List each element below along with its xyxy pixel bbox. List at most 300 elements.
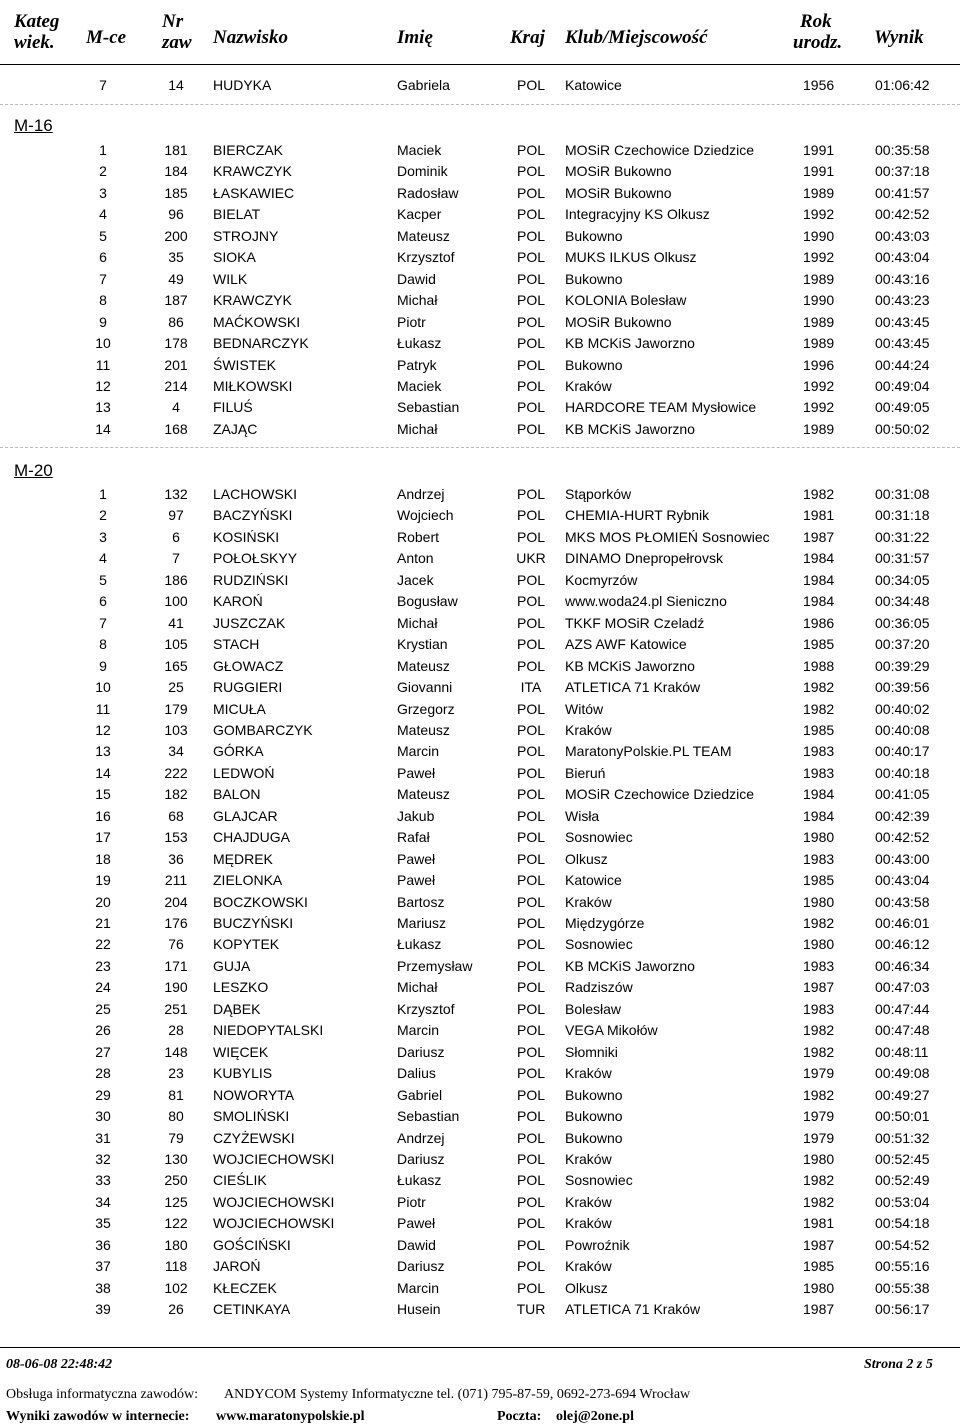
table-row [0,1256,960,1277]
cell-firstname: Michał [397,615,438,631]
cell-result: 00:47:48 [875,1022,930,1038]
cell-country: POL [516,421,545,437]
table-row [0,591,960,612]
cell-place: 4 [99,550,107,566]
cell-country: POL [516,1280,545,1296]
cell-result: 00:47:03 [875,979,930,995]
cell-bib: 80 [168,1108,184,1124]
cell-bib: 122 [164,1215,188,1231]
header-place: M-ce [86,27,127,48]
cell-club: KB MCKiS Jaworzno [565,421,695,437]
cell-birth-year: 1982 [803,679,835,695]
cell-country: POL [516,206,545,222]
cell-firstname: Bogusław [397,593,458,609]
cell-bib: 36 [168,851,184,867]
cell-surname: KAROŃ [213,593,263,609]
cell-result: 00:31:08 [875,486,930,502]
cell-club: Kraków [565,722,612,738]
cell-firstname: Gabriela [397,77,450,93]
cell-club: Witów [565,701,604,717]
cell-surname: MAĆKOWSKI [213,314,301,330]
cell-country: TUR [516,1301,546,1317]
cell-country: POL [516,765,545,781]
cell-place: 37 [95,1258,111,1274]
cell-country: POL [516,915,545,931]
cell-surname: KŁECZEK [213,1280,277,1296]
cell-country: POL [516,142,545,158]
cell-bib: 100 [164,593,188,609]
cell-place: 20 [95,894,111,910]
cell-firstname: Patryk [397,357,437,373]
cell-surname: NIEDOPYTALSKI [213,1022,324,1038]
header-category-line1: Kateg [14,11,60,32]
cell-club: Sosnowiec [565,829,633,845]
cell-surname: GOMBARCZYK [213,722,313,738]
header-bib-line1: Nr [162,11,184,32]
cell-place: 13 [95,399,111,415]
cell-bib: 184 [164,163,188,179]
cell-firstname: Rafał [397,829,430,845]
cell-result: 00:51:32 [875,1130,930,1146]
cell-result: 00:50:02 [875,421,930,437]
cell-bib: 250 [164,1172,188,1188]
cell-firstname: Paweł [397,1215,436,1231]
cell-place: 32 [95,1151,111,1167]
cell-bib: 180 [164,1237,188,1253]
cell-place: 2 [99,163,107,179]
cell-birth-year: 1983 [803,851,835,867]
cell-result: 00:44:24 [875,357,930,373]
cell-result: 00:54:52 [875,1237,930,1253]
cell-place: 14 [95,765,111,781]
cell-place: 33 [95,1172,111,1188]
cell-bib: 49 [168,271,184,287]
cell-bib: 214 [164,378,188,394]
cell-club: MOSiR Czechowice Dziedzice [565,786,755,802]
cell-firstname: Maciek [397,378,442,394]
cell-place: 11 [95,357,111,373]
table-row [0,1128,960,1149]
cell-place: 38 [95,1280,111,1296]
cell-surname: CIEŚLIK [213,1172,267,1188]
cell-surname: BOCZKOWSKI [213,894,308,910]
cell-surname: LEDWOŃ [213,765,275,781]
cell-firstname: Kacper [397,206,442,222]
cell-bib: 200 [164,228,188,244]
cell-firstname: Andrzej [397,486,445,502]
cell-bib: 181 [164,142,188,158]
table-row [0,934,960,955]
cell-country: POL [516,1237,545,1253]
cell-bib: 4 [172,399,180,415]
cell-surname: BEDNARCZYK [213,335,309,351]
cell-surname: GÓRKA [213,743,264,759]
section-divider [0,104,960,105]
cell-birth-year: 1989 [803,185,835,201]
cell-country: POL [516,936,545,952]
cell-club: Olkusz [565,851,608,867]
cell-country: POL [516,77,545,93]
mail-link[interactable]: olej@2one.pl [556,1409,634,1424]
cell-birth-year: 1980 [803,829,835,845]
table-row [0,699,960,720]
cell-result: 00:36:05 [875,615,930,631]
cell-birth-year: 1981 [803,507,835,523]
cell-club: Stąporków [565,486,632,502]
cell-place: 19 [95,872,111,888]
cell-firstname: Krystian [397,636,448,652]
cell-place: 7 [99,77,107,93]
header-club: Klub/Miejscowość [565,27,708,48]
cell-place: 3 [99,185,107,201]
cell-club: MOSiR Bukowno [565,185,672,201]
cell-club: MOSiR Czechowice Dziedzice [565,142,755,158]
cell-bib: 165 [164,658,188,674]
cell-firstname: Paweł [397,872,436,888]
cell-result: 00:42:39 [875,808,930,824]
cell-country: POL [516,1194,545,1210]
cell-club: HARDCORE TEAM Mysłowice [565,399,757,415]
table-row [0,312,960,333]
cell-bib: 182 [164,786,188,802]
cell-result: 00:37:20 [875,636,930,652]
cell-birth-year: 1980 [803,894,835,910]
cell-bib: 41 [168,615,184,631]
cell-surname: POŁOŁSKYY [213,550,298,566]
cell-surname: STROJNY [213,228,279,244]
table-row [0,677,960,698]
cell-birth-year: 1992 [803,206,835,222]
cell-place: 17 [95,829,111,845]
cell-bib: 14 [168,77,184,93]
cell-bib: 97 [168,507,184,523]
table-row [0,484,960,505]
cell-result: 00:55:16 [875,1258,930,1274]
cell-result: 00:43:23 [875,292,930,308]
cell-birth-year: 1986 [803,615,835,631]
cell-bib: 7 [172,550,180,566]
cell-surname: KRAWCZYK [213,163,292,179]
cell-firstname: Husein [397,1301,441,1317]
cell-surname: BIELAT [213,206,261,222]
cell-birth-year: 1979 [803,1065,835,1081]
table-row [0,870,960,891]
cell-club: Kraków [565,1065,612,1081]
cell-bib: 118 [164,1258,188,1274]
cell-birth-year: 1990 [803,228,835,244]
cell-surname: KRAWCZYK [213,292,292,308]
cell-birth-year: 1982 [803,1087,835,1103]
table-row [0,290,960,311]
cell-result: 00:48:11 [875,1044,929,1060]
cell-bib: 130 [164,1151,188,1167]
cell-firstname: Radosław [397,185,459,201]
cell-firstname: Dawid [397,271,436,287]
cell-surname: SMOLIŃSKI [213,1108,290,1124]
cell-place: 9 [99,658,107,674]
table-row [0,355,960,376]
table-row [0,977,960,998]
cell-result: 00:37:18 [875,163,930,179]
table-row [0,1085,960,1106]
cell-surname: DĄBEK [213,1001,261,1017]
results-link[interactable]: www.maratonypolskie.pl [216,1409,365,1424]
cell-result: 00:43:16 [875,271,930,287]
cell-birth-year: 1982 [803,701,835,717]
cell-result: 00:52:45 [875,1151,930,1167]
cell-surname: GUJA [213,958,251,974]
cell-firstname: Dariusz [397,1258,445,1274]
cell-place: 31 [95,1130,111,1146]
cell-birth-year: 1984 [803,572,835,588]
cell-club: Bukowno [565,271,623,287]
header-country: Kraj [510,27,545,48]
cell-surname: WILK [213,271,248,287]
cell-firstname: Wojciech [397,507,454,523]
cell-result: 00:34:05 [875,572,930,588]
cell-country: POL [516,228,545,244]
cell-country: POL [516,1130,545,1146]
cell-country: POL [516,979,545,995]
cell-bib: 251 [164,1001,188,1017]
cell-place: 25 [95,1001,111,1017]
cell-firstname: Bartosz [397,894,445,910]
cell-club: Bolesław [565,1001,622,1017]
cell-bib: 222 [164,765,188,781]
cell-country: POL [516,636,545,652]
cell-bib: 35 [168,249,184,265]
table-row [0,1149,960,1170]
cell-place: 1 [99,142,107,158]
table-row [0,1020,960,1041]
cell-place: 13 [95,743,111,759]
table-row [0,1170,960,1191]
cell-place: 8 [99,636,107,652]
cell-surname: LACHOWSKI [213,486,298,502]
cell-place: 4 [99,206,107,222]
table-row [0,548,960,569]
cell-bib: 103 [164,722,188,738]
cell-surname: LESZKO [213,979,269,995]
cell-surname: WOJCIECHOWSKI [213,1215,335,1231]
cell-surname: GŁOWACZ [213,658,284,674]
cell-firstname: Dariusz [397,1044,445,1060]
cell-firstname: Jacek [397,572,434,588]
cell-result: 00:43:58 [875,894,930,910]
cell-club: MKS MOS PŁOMIEŃ Sosnowiec [565,529,770,545]
table-row [0,720,960,741]
table-row [0,183,960,204]
cell-place: 34 [95,1194,111,1210]
table-row [0,806,960,827]
cell-birth-year: 1991 [803,142,835,158]
cell-country: POL [516,743,545,759]
table-row [0,1299,960,1320]
cell-bib: 81 [168,1087,184,1103]
cell-surname: ŚWISTEK [213,357,277,373]
cell-firstname: Michał [397,421,438,437]
cell-club: AZS AWF Katowice [565,636,687,652]
cell-result: 00:40:08 [875,722,930,738]
cell-club: Wisła [565,808,600,824]
cell-place: 29 [95,1087,111,1103]
cell-country: POL [516,529,545,545]
cell-surname: CETINKAYA [213,1301,291,1317]
cell-surname: BUCZYŃSKI [213,915,294,931]
cell-place: 14 [95,421,111,437]
cell-firstname: Paweł [397,765,436,781]
cell-country: UKR [516,550,546,566]
cell-surname: BACZYŃSKI [213,507,293,523]
cell-birth-year: 1980 [803,1280,835,1296]
cell-result: 00:49:04 [875,378,930,394]
cell-place: 8 [99,292,107,308]
header-year-line2: urodz. [793,32,843,53]
cell-birth-year: 1979 [803,1108,835,1124]
cell-birth-year: 1982 [803,1194,835,1210]
cell-club: Bukowno [565,1108,623,1124]
cell-bib: 96 [168,206,184,222]
cell-firstname: Mateusz [397,228,450,244]
cell-surname: NOWORYTA [213,1087,295,1103]
cell-result: 00:43:45 [875,335,930,351]
cell-firstname: Gabriel [397,1087,443,1103]
cell-place: 27 [95,1044,111,1060]
section-divider [0,447,960,448]
table-row [0,161,960,182]
cell-club: Radziszów [565,979,633,995]
cell-country: POL [516,615,545,631]
cell-birth-year: 1989 [803,335,835,351]
table-row [0,570,960,591]
cell-bib: 187 [164,292,188,308]
cell-bib: 201 [164,357,188,373]
cell-result: 00:34:48 [875,593,930,609]
cell-bib: 204 [164,894,188,910]
page-number: Strona 2 z 5 [864,1357,933,1372]
cell-surname: JUSZCZAK [213,615,286,631]
cell-surname: KOSIŃSKI [213,529,280,545]
table-row [0,613,960,634]
table-row [0,1063,960,1084]
table-row [0,849,960,870]
cell-bib: 132 [164,486,188,502]
cell-surname: GOŚCIŃSKI [213,1237,291,1253]
mail-label: Poczta: [497,1409,542,1424]
cell-birth-year: 1983 [803,743,835,759]
cell-result: 00:53:04 [875,1194,930,1210]
cell-country: POL [516,399,545,415]
cell-result: 00:54:18 [875,1215,930,1231]
cell-result: 00:43:45 [875,314,930,330]
cell-firstname: Krzysztof [397,1001,455,1017]
cell-place: 6 [99,593,107,609]
cell-bib: 28 [168,1022,184,1038]
cell-surname: KOPYTEK [213,936,280,952]
cell-firstname: Dariusz [397,1151,445,1167]
cell-birth-year: 1989 [803,314,835,330]
cell-club: Bukowno [565,1130,623,1146]
cell-birth-year: 1981 [803,1215,835,1231]
cell-bib: 26 [168,1301,184,1317]
cell-firstname: Giovanni [397,679,453,695]
cell-club: Powroźnik [565,1237,630,1253]
cell-country: POL [516,958,545,974]
cell-result: 00:31:22 [875,529,930,545]
table-row [0,269,960,290]
cell-result: 00:42:52 [875,206,930,222]
cell-result: 00:35:58 [875,142,930,158]
cell-country: POL [516,1087,545,1103]
cell-club: Bieruń [565,765,606,781]
table-row [0,763,960,784]
cell-place: 26 [95,1022,111,1038]
cell-result: 00:50:01 [875,1108,930,1124]
table-row [0,1106,960,1127]
cell-club: Słomniki [565,1044,618,1060]
header-year-line1: Rok [800,11,832,32]
cell-club: MOSiR Bukowno [565,314,672,330]
cell-club: Międzygórze [565,915,645,931]
cell-country: POL [516,1044,545,1060]
table-row [0,1042,960,1063]
cell-place: 5 [99,228,107,244]
cell-bib: 190 [164,979,188,995]
service-value: ANDYCOM Systemy Informatyczne tel. (071) 795-87-59, 0692-273-694 Wrocław [224,1387,691,1402]
cell-result: 00:41:05 [875,786,930,802]
cell-country: POL [516,163,545,179]
cell-bib: 176 [164,915,188,931]
cell-club: Bukowno [565,1087,623,1103]
cell-surname: WIĘCEK [213,1044,269,1060]
cell-club: ATLETICA 71 Kraków [565,1301,701,1317]
cell-place: 30 [95,1108,111,1124]
cell-birth-year: 1987 [803,1301,835,1317]
table-row [0,505,960,526]
cell-result: 01:06:42 [875,77,930,93]
cell-place: 18 [95,851,111,867]
cell-bib: 125 [164,1194,188,1210]
cell-surname: ZAJĄC [213,421,258,437]
cell-country: POL [516,1022,545,1038]
cell-birth-year: 1984 [803,786,835,802]
cell-country: POL [516,658,545,674]
cell-surname: JAROŃ [213,1258,261,1274]
cell-club: Kraków [565,378,612,394]
header-surname: Nazwisko [213,27,288,48]
cell-birth-year: 1983 [803,765,835,781]
cell-place: 12 [95,722,111,738]
cell-birth-year: 1985 [803,722,835,738]
cell-firstname: Marcin [397,1280,440,1296]
cell-result: 00:43:03 [875,228,930,244]
cell-firstname: Sebastian [397,399,460,415]
cell-surname: WOJCIECHOWSKI [213,1151,335,1167]
cell-result: 00:41:57 [875,185,930,201]
cell-result: 00:52:49 [875,1172,930,1188]
cell-country: ITA [520,679,542,695]
table-row [0,333,960,354]
cell-result: 00:31:57 [875,550,930,566]
cell-birth-year: 1989 [803,271,835,287]
header-result: Wynik [874,27,924,48]
cell-surname: BIERCZAK [213,142,284,158]
cell-firstname: Marcin [397,1022,440,1038]
cell-birth-year: 1956 [803,77,835,93]
cell-bib: 23 [168,1065,184,1081]
cell-result: 00:40:17 [875,743,930,759]
cell-firstname: Robert [397,529,440,545]
